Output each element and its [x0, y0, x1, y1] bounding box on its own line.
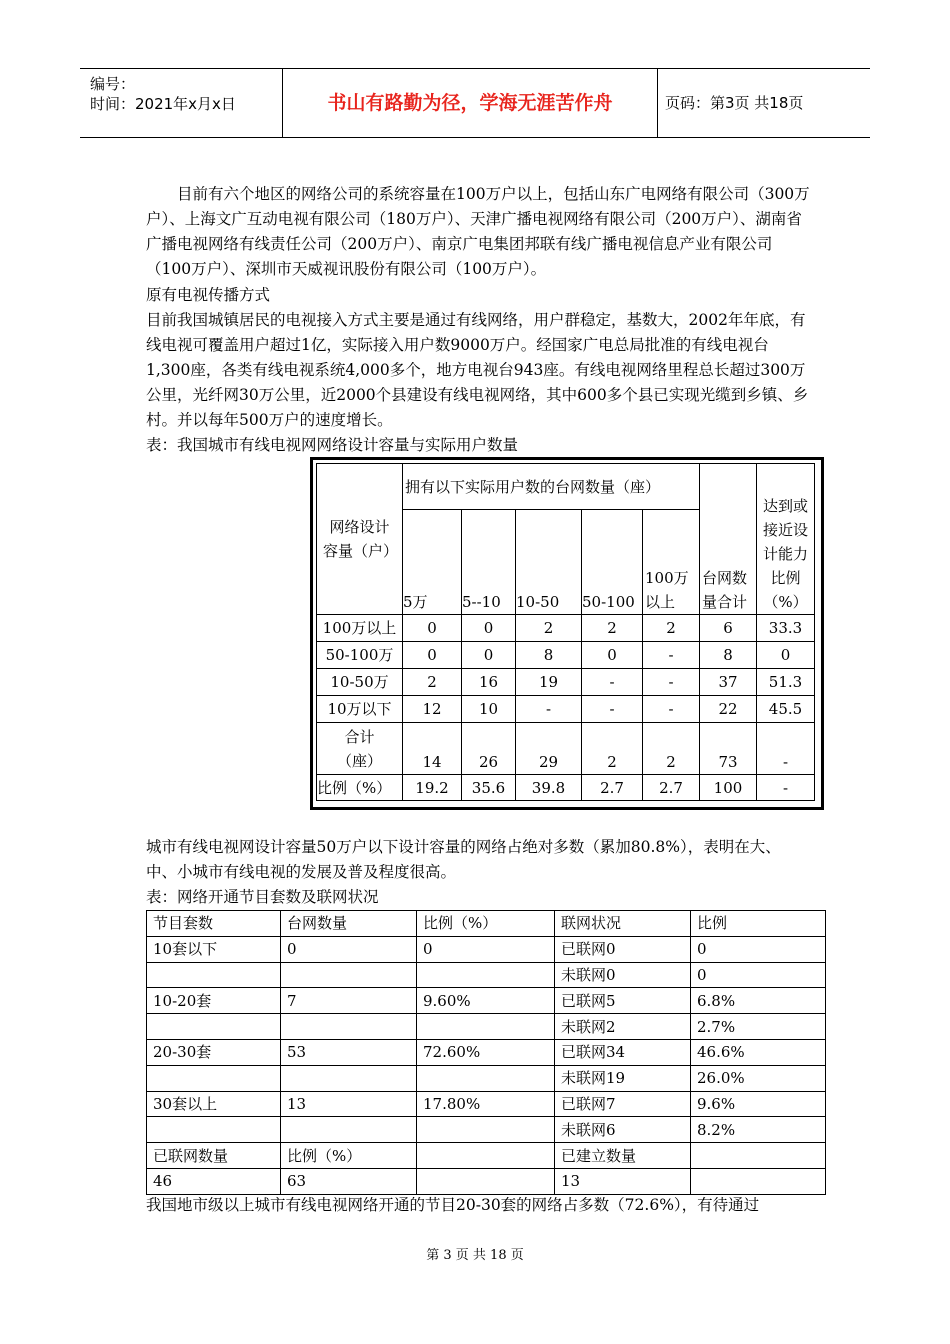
row-label: 50-100万: [317, 642, 403, 669]
cell: 6: [700, 615, 757, 642]
table-row: [147, 1014, 826, 1040]
cell: 46.6%: [691, 1039, 826, 1065]
cell: [691, 1168, 826, 1194]
cell: 2: [403, 669, 462, 696]
cell: [147, 1117, 281, 1143]
cell: 0: [691, 936, 826, 962]
cell: 7: [281, 988, 417, 1014]
cell: 2: [582, 615, 643, 642]
table-row: [147, 1091, 826, 1117]
cell: 未联网2: [555, 1014, 691, 1040]
cell: -: [516, 696, 582, 723]
cell: [281, 1065, 417, 1091]
ratio-header-cell: 达到或接近设计能力比例（%）: [757, 464, 815, 615]
cell: [691, 1143, 826, 1169]
sub-header-cell: 5--10: [462, 510, 516, 615]
cell: [417, 962, 555, 988]
cell: 13: [555, 1168, 691, 1194]
cell: 8: [516, 642, 582, 669]
table-row: [147, 1065, 826, 1091]
cell: [281, 962, 417, 988]
group-header-cell: 拥有以下实际用户数的台网数量（座）: [403, 464, 700, 510]
channels-table: [146, 910, 826, 1195]
cell: [417, 1065, 555, 1091]
cell: 39.8: [516, 775, 582, 801]
cell: 比例: [691, 911, 826, 937]
table-row: [147, 988, 826, 1014]
section-heading: 原有电视传播方式: [146, 286, 271, 304]
cell: 72.60%: [417, 1039, 555, 1065]
cell: 2.7%: [691, 1014, 826, 1040]
cell: 0: [462, 615, 516, 642]
sub-header-cell: 10-50: [516, 510, 582, 615]
cell: 未联网19: [555, 1065, 691, 1091]
table-row: [147, 962, 826, 988]
cell: 比例（%）: [281, 1143, 417, 1169]
cell: 0: [582, 642, 643, 669]
cell: 已联网5: [555, 988, 691, 1014]
cell: 51.3: [757, 669, 815, 696]
table-row: [317, 696, 815, 723]
page-header: [80, 68, 870, 138]
cell: 46: [147, 1168, 281, 1194]
cell: 19.2: [403, 775, 462, 801]
cell: 已联网34: [555, 1039, 691, 1065]
cell: 10: [462, 696, 516, 723]
cell: 45.5: [757, 696, 815, 723]
page-number-label: 页码：第3页 共18页: [665, 94, 804, 112]
cell: 13: [281, 1091, 417, 1117]
cell: 26: [462, 723, 516, 775]
cell: 26.0%: [691, 1065, 826, 1091]
cell: 2: [582, 723, 643, 775]
cell: 29: [516, 723, 582, 775]
cell: 2: [643, 723, 700, 775]
cell: 已建立数量: [555, 1143, 691, 1169]
cell: 37: [700, 669, 757, 696]
code-label: 编号：: [90, 75, 136, 93]
table-row: [147, 1117, 826, 1143]
table-row: [147, 1143, 826, 1169]
cell: 63: [281, 1168, 417, 1194]
cell: 9.6%: [691, 1091, 826, 1117]
cell: 19: [516, 669, 582, 696]
cell: 2: [516, 615, 582, 642]
row-label: 100万以上: [317, 615, 403, 642]
cell: 0: [281, 936, 417, 962]
cell: -: [643, 696, 700, 723]
cell: 节目套数: [147, 911, 281, 937]
cell: 73: [700, 723, 757, 775]
cell: 100: [700, 775, 757, 801]
cell: 30套以上: [147, 1091, 281, 1117]
cell: [281, 1117, 417, 1143]
header-meta: [80, 69, 280, 137]
paragraph-4: 我国地市级以上城市有线电视网络开通的节目20-30套的网络占多数（72.6%），有待通过: [146, 1196, 760, 1214]
row-label: 10-50万: [317, 669, 403, 696]
cell: -: [643, 642, 700, 669]
cell: 2.7: [643, 775, 700, 801]
cell: 2: [643, 615, 700, 642]
page-footer: 第 3 页 共 18 页: [426, 1248, 524, 1263]
cell: 0: [691, 962, 826, 988]
cell: 14: [403, 723, 462, 775]
cell: 已联网7: [555, 1091, 691, 1117]
cell: -: [643, 669, 700, 696]
cell: 未联网0: [555, 962, 691, 988]
cell: 9.60%: [417, 988, 555, 1014]
cell: 22: [700, 696, 757, 723]
cell: 0: [757, 642, 815, 669]
cell: 8: [700, 642, 757, 669]
cell: 12: [403, 696, 462, 723]
cell: [417, 1168, 555, 1194]
table-row: [317, 669, 815, 696]
table-row: [147, 936, 826, 962]
cell: [147, 962, 281, 988]
table-row: [147, 1168, 826, 1194]
sub-header-cell: 100万以上: [643, 510, 700, 615]
cell: [147, 1014, 281, 1040]
cell: 0: [403, 642, 462, 669]
cell: 已联网0: [555, 936, 691, 962]
paragraph-1: 目前有六个地区的网络公司的系统容量在100万户以上，包括山东广电网络有限公司（300万户）、上海文广互动电视有限公司（180万户）、天津广播电视网络有限公司（200万户）、湖南省广播电视网络有线责任公司（200万户）、南京广电集团邦联有线广播电视信息产业有限公司（100万户）、深圳市天威视讯股份有限公司（100万户）。: [146, 185, 810, 278]
cell: 比例（%）: [417, 911, 555, 937]
cell: 20-30套: [147, 1039, 281, 1065]
cell: 8.2%: [691, 1117, 826, 1143]
paragraph-3: 城市有线电视网设计容量50万户以下设计容量的网络占绝对多数（累加80.8%），表明在大、中、小城市有线电视的发展及普及程度很高。: [146, 838, 781, 881]
cell: 35.6: [462, 775, 516, 801]
cell: 0: [462, 642, 516, 669]
table1-caption: 表：我国城市有线电视网网络设计容量与实际用户数量: [146, 436, 519, 454]
row-label: 合计（座）: [317, 723, 403, 775]
row-label: 比例（%）: [317, 775, 403, 801]
total-header-cell: 台网数量合计: [700, 464, 757, 615]
cell: 33.3: [757, 615, 815, 642]
cell: -: [582, 696, 643, 723]
cell: 6.8%: [691, 988, 826, 1014]
cell: -: [757, 775, 815, 801]
table-row: [317, 723, 815, 775]
table-row: [317, 615, 815, 642]
time-label: 时间：2021年x月x日: [90, 95, 236, 113]
cell: 已联网数量: [147, 1143, 281, 1169]
sub-header-cell: 5万: [403, 510, 462, 615]
cell: 2.7: [582, 775, 643, 801]
cell: [281, 1014, 417, 1040]
cell: 台网数量: [281, 911, 417, 937]
cell: 0: [417, 936, 555, 962]
cell: -: [757, 723, 815, 775]
cell: 10-20套: [147, 988, 281, 1014]
header-motto: 书山有路勤为径，学海无涯苦作舟: [282, 69, 658, 137]
sub-header-cell: 50-100: [582, 510, 643, 615]
paragraph-2: 目前我国城镇居民的电视接入方式主要是通过有线网络，用户群稳定，基数大，2002年年底，有线电视可覆盖用户超过1亿，实际接入用户数9000万户。经国家广电总局批准的有线电视台1,300座，各类有线电视系统4,000多个，地方电视台943座。有线电视网络里程总长超过300万公里，光纤网30万公里，近2000个县建设有线电视网络，其中600多个县已实现光缆到乡镇、乡村。并以每年500万户的速度增长。: [146, 311, 809, 429]
table-header-row: [147, 911, 826, 937]
cell: 未联网6: [555, 1117, 691, 1143]
capacity-table: [310, 457, 824, 810]
table2-caption: 表：网络开通节目套数及联网状况: [146, 888, 379, 906]
cell: 联网状况: [555, 911, 691, 937]
cell: 17.80%: [417, 1091, 555, 1117]
cell: -: [582, 669, 643, 696]
table-row: [317, 642, 815, 669]
cell: [147, 1065, 281, 1091]
cell: [417, 1143, 555, 1169]
cell: 0: [403, 615, 462, 642]
cell: 53: [281, 1039, 417, 1065]
cell: [417, 1117, 555, 1143]
row-header-cell: 网络设计容量（户）: [317, 464, 403, 615]
table-row: [317, 775, 815, 801]
cell: 10套以下: [147, 936, 281, 962]
row-label: 10万以下: [317, 696, 403, 723]
cell: [417, 1014, 555, 1040]
cell: 16: [462, 669, 516, 696]
table-row: [147, 1039, 826, 1065]
